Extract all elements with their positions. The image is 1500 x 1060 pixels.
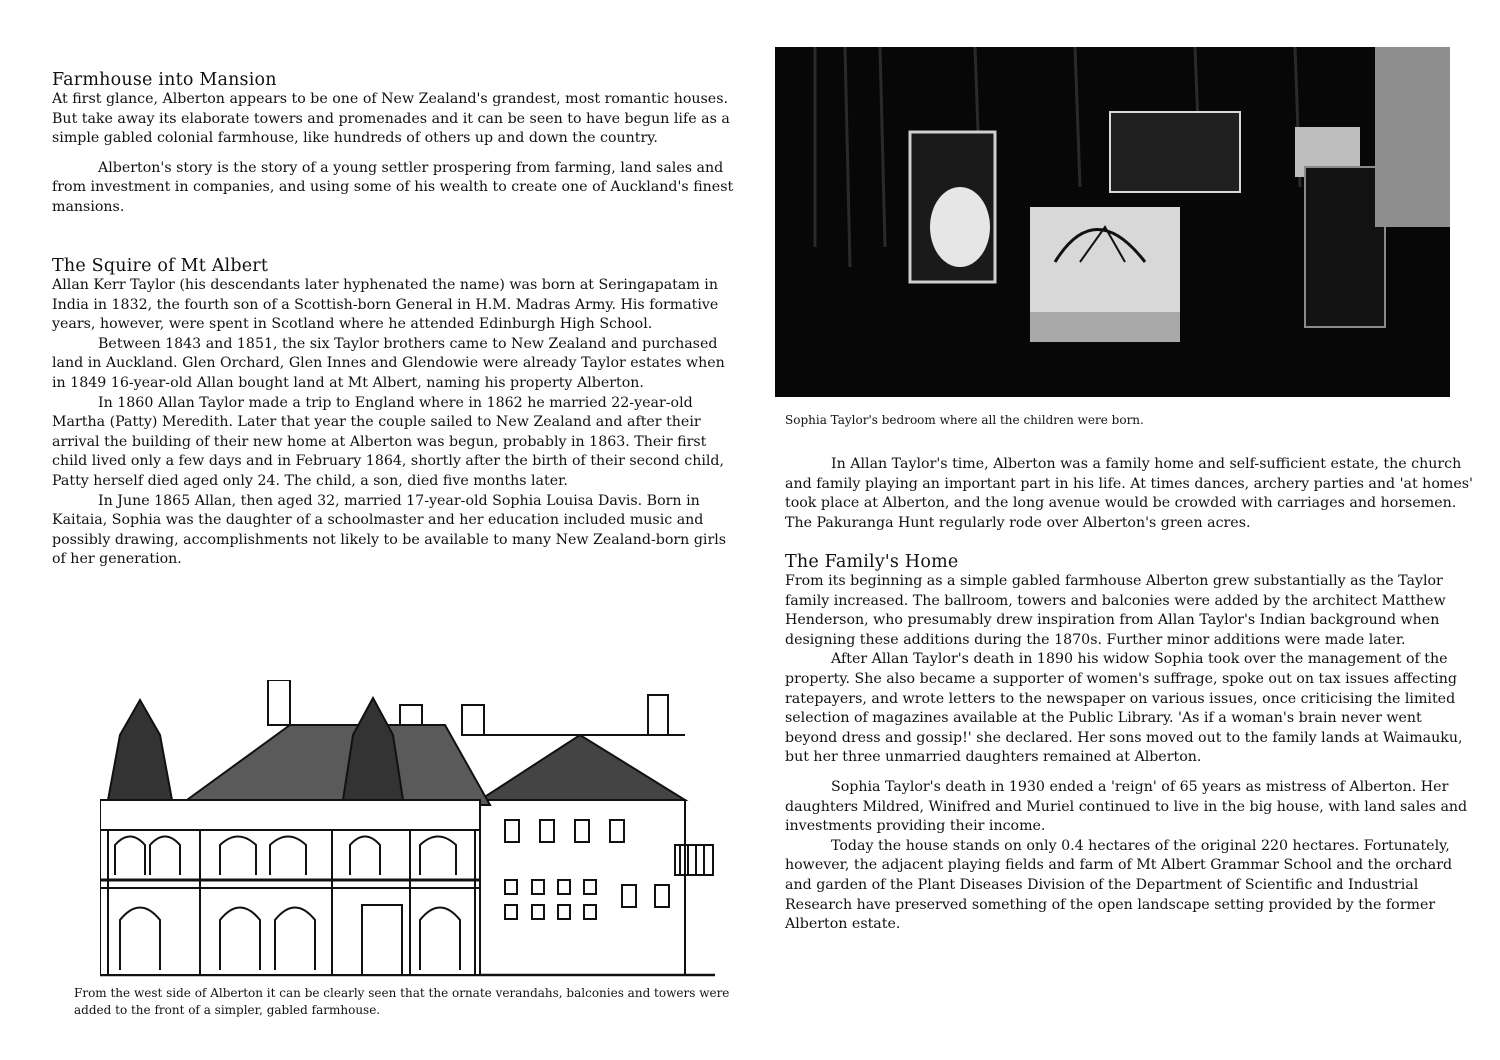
section-farmhouse — [52, 70, 742, 218]
paragraph: At first glance, Alberton appears to be one of New Zealand's grandest, most romantic houses. But take away its elaborate towers and promenades and it can be seen to have begun life as a simple gabled colonial farmhouse, like hundreds of others up and down the country. — [52, 91, 730, 147]
heading-familys-home: The Family's Home — [785, 552, 959, 572]
bedroom-photo — [775, 47, 1450, 397]
paragraph: Today the house stands on only 0.4 hectares of the original 220 hectares. Fortunately, however, the adjacent playing fields and farm of Mt Albert Grammar School and the orchard and garden of the Plant Diseases Division of the Department of Scientific and Industrial Research have preserved something of the open landscape setting provided by the former Alberton estate. — [785, 837, 1453, 933]
heading-farmhouse-into-mansion: Farmhouse into Mansion — [52, 70, 277, 90]
paragraph: Alberton's story is the story of a young settler prospering from farming, land sales and from investment in companies, and using some of his wealth to create one of Auckland's finest mansions. — [52, 159, 734, 215]
paragraph: Between 1843 and 1851, the six Taylor brothers came to New Zealand and purchased land in Auckland. Glen Orchard, Glen Innes and Glendowie were already Taylor estates when in 1849 16-year-old Allan bought land at Mt Albert, naming his property Alberton. — [52, 335, 725, 391]
heading-squire-of-mt-albert: The Squire of Mt Albert — [52, 256, 269, 276]
bedroom-photo-image — [775, 47, 1450, 397]
house-drawing-caption: From the west side of Alberton it can be clearly seen that the ornate verandahs, balconies and towers were added to the front of a simpler, gabled farmhouse. — [74, 986, 730, 1017]
paragraph: Sophia Taylor's death in 1930 ended a 'reign' of 65 years as mistress of Alberton. Her daughters Mildred, Winifred and Muriel continued to live in the big house, with land sales and investments providing their income. — [785, 778, 1468, 835]
alberton-house-drawing — [100, 680, 720, 980]
paragraph: Allan Kerr Taylor (his descendants later hyphenated the name) was born at Seringapatam in India in 1832, the fourth son of a Scottish-born General in H.M. Madras Army. His formative years, however, were spent in Scotland where he attended Edinburgh High School. — [52, 277, 719, 333]
bedroom-photo-caption: Sophia Taylor's bedroom where all the children were born. — [785, 413, 1144, 427]
paragraph: After Allan Taylor's death in 1890 his widow Sophia took over the management of the property. She also became a supporter of women's suffrage, spoke out on tax issues affecting ratepayers, and wrote letters to the newspaper on various issues, once criticising the limited selection of magazines available at the Public Library. 'As if a woman's brain never went beyond dress and gossip!' she declared. Her sons moved out to the family lands at Waimauku, but her three unmarried daughters remained at Alberton. — [785, 651, 1463, 766]
paragraph: In 1860 Allan Taylor made a trip to England where in 1862 he married 22-year-old Martha (Patty) Meredith. Later that year the couple sailed to New Zealand and after their arrival the building of their new home at Alberton was begun, probably in 1863. Their first child lived only a few days and in February 1864, shortly after the birth of their second child, Patty herself died aged only 24. The child, a son, died five months later. — [52, 394, 725, 489]
section-familys-home — [785, 552, 1475, 935]
house-illustration — [100, 680, 720, 980]
paragraph: In Allan Taylor's time, Alberton was a family home and self-sufficient estate, the church and family playing an important part in his life. At times dances, archery parties and 'at homes' took place at Alberton, and the long avenue would be crowded with carriages and horsemen. The Pakuranga Hunt regularly rode over Alberton's green acres. — [785, 456, 1473, 531]
section-squire — [52, 256, 742, 570]
paragraph: In June 1865 Allan, then aged 32, married 17-year-old Sophia Louisa Davis. Born in Kaitaia, Sophia was the daughter of a schoolmaster and her education included music and possibly drawing, accomplishments not likely to be available to many New Zealand-born girls of her generation. — [52, 492, 727, 568]
paragraph: From its beginning as a simple gabled farmhouse Alberton grew substantially as the Taylor family increased. The ballroom, towers and balconies were added by the architect Matthew Henderson, who presumably drew inspiration from Allan Taylor's Indian background when designing these additions during the 1870s. Further minor additions were made later. — [785, 573, 1446, 648]
